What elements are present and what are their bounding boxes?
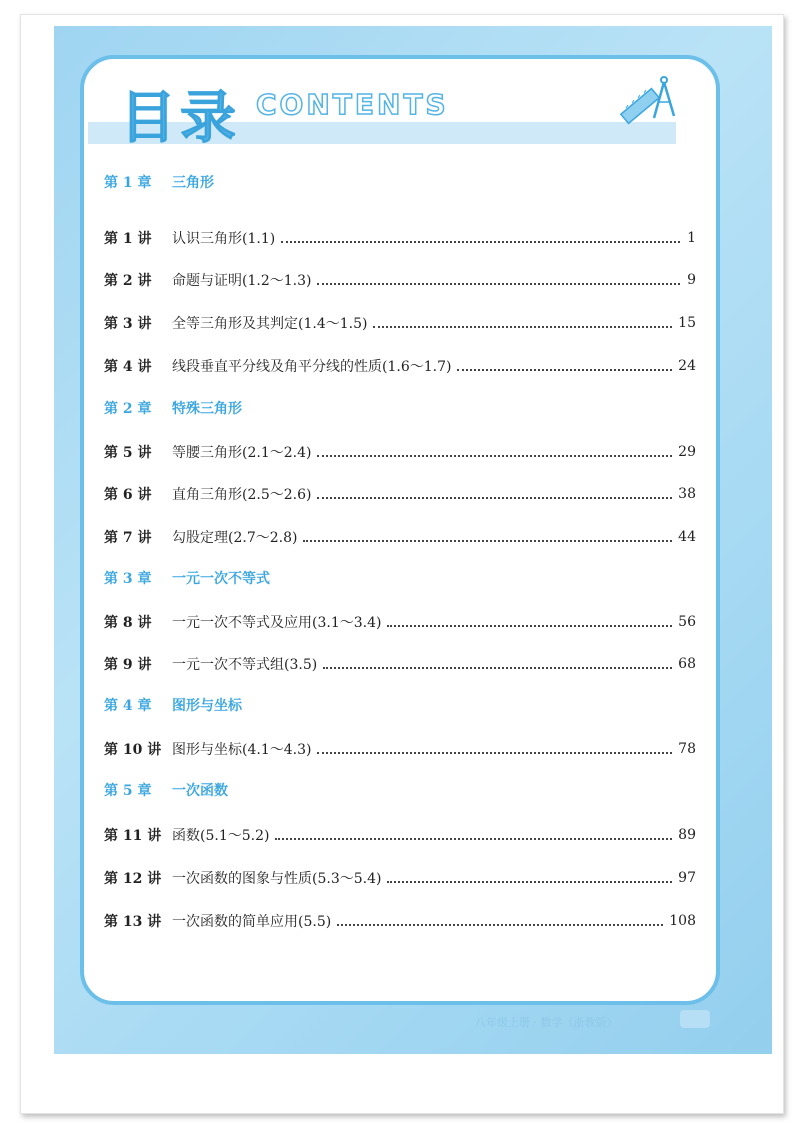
page-number: 89 <box>678 827 696 843</box>
dot-leader <box>275 837 672 840</box>
page-number: 38 <box>678 486 696 502</box>
lesson-number: 第 2 讲 <box>104 273 152 289</box>
toc-entry[interactable] <box>104 482 696 506</box>
lesson-number: 第 3 讲 <box>104 316 152 332</box>
page-number: 44 <box>678 529 696 545</box>
dot-leader <box>373 325 672 328</box>
lesson-title: 线段垂直平分线及角平分线的性质(1.6～1.7) <box>172 359 452 375</box>
chapter-heading[interactable] <box>104 693 696 717</box>
lesson-number: 第 1 讲 <box>104 231 152 247</box>
chapter-heading[interactable] <box>104 170 696 194</box>
lesson-title: 函数(5.1～5.2) <box>172 828 270 844</box>
chapter-title: 三角形 <box>172 175 214 191</box>
lesson-title: 认识三角形(1.1) <box>172 231 276 247</box>
lesson-number: 第 11 讲 <box>104 828 162 844</box>
page-number: 24 <box>678 358 696 374</box>
footer-page-tab <box>680 1010 710 1028</box>
page-number: 9 <box>687 272 696 288</box>
page-title-en: CONTENTS <box>256 88 449 121</box>
lesson-title: 图形与坐标(4.1～4.3) <box>172 742 312 758</box>
lesson-number: 第 8 讲 <box>104 615 152 631</box>
chapter-number: 第 5 章 <box>104 783 152 799</box>
chapter-title: 一元一次不等式 <box>172 571 270 587</box>
page-number: 108 <box>669 913 696 929</box>
chapter-number: 第 4 章 <box>104 698 152 714</box>
ruler-compass-icon <box>618 70 678 126</box>
chapter-heading[interactable] <box>104 566 696 590</box>
toc-entry[interactable] <box>104 525 696 549</box>
dot-leader <box>337 923 663 926</box>
page-number: 78 <box>678 741 696 757</box>
page-number: 15 <box>678 315 696 331</box>
page-number: 68 <box>678 656 696 672</box>
lesson-title: 一次函数的图象与性质(5.3～5.4) <box>172 871 382 887</box>
lesson-title: 命题与证明(1.2～1.3) <box>172 273 312 289</box>
lesson-number: 第 12 讲 <box>104 871 162 887</box>
chapter-number: 第 3 章 <box>104 571 152 587</box>
dot-leader <box>317 496 672 499</box>
chapter-number: 第 2 章 <box>104 401 152 417</box>
dot-leader <box>317 454 672 457</box>
lesson-number: 第 10 讲 <box>104 742 162 758</box>
dot-leader <box>323 666 672 669</box>
page-number: 97 <box>678 870 696 886</box>
lesson-number: 第 13 讲 <box>104 914 162 930</box>
lesson-number: 第 4 讲 <box>104 359 152 375</box>
toc-entry[interactable] <box>104 737 696 761</box>
page-number: 29 <box>678 444 696 460</box>
page-number: 56 <box>678 614 696 630</box>
lesson-title: 等腰三角形(2.1～2.4) <box>172 445 312 461</box>
toc-entry[interactable] <box>104 268 696 292</box>
chapter-title: 一次函数 <box>172 783 228 799</box>
page-title: 目录 <box>120 86 240 151</box>
chapter-heading[interactable] <box>104 396 696 420</box>
dot-leader <box>457 368 672 371</box>
dot-leader <box>317 751 672 754</box>
dot-leader <box>317 282 680 285</box>
toc-entry[interactable] <box>104 866 696 890</box>
toc-entry[interactable] <box>104 652 696 676</box>
lesson-title: 直角三角形(2.5～2.6) <box>172 487 312 503</box>
lesson-title: 一次函数的简单应用(5.5) <box>172 914 332 930</box>
toc-entry[interactable] <box>104 440 696 464</box>
toc-entry[interactable] <box>104 226 696 250</box>
chapter-number: 第 1 章 <box>104 175 152 191</box>
lesson-number: 第 6 讲 <box>104 487 152 503</box>
lesson-title: 全等三角形及其判定(1.4～1.5) <box>172 316 368 332</box>
toc-entry[interactable] <box>104 610 696 634</box>
toc-entry[interactable] <box>104 823 696 847</box>
chapter-title: 图形与坐标 <box>172 698 242 714</box>
dot-leader <box>387 880 672 883</box>
lesson-title: 一元一次不等式及应用(3.1～3.4) <box>172 615 382 631</box>
lesson-title: 一元一次不等式组(3.5) <box>172 657 318 673</box>
lesson-title: 勾股定理(2.7～2.8) <box>172 530 298 546</box>
toc-entry[interactable] <box>104 354 696 378</box>
chapter-heading[interactable] <box>104 778 696 802</box>
lesson-number: 第 7 讲 <box>104 530 152 546</box>
dot-leader <box>387 624 672 627</box>
chapter-title: 特殊三角形 <box>172 401 242 417</box>
footer-book-title: 八年级上册 · 数学（浙教版） <box>475 1016 618 1029</box>
toc-entry[interactable] <box>104 909 696 933</box>
lesson-number: 第 9 讲 <box>104 657 152 673</box>
dot-leader <box>303 539 672 542</box>
toc-entry[interactable] <box>104 311 696 335</box>
dot-leader <box>281 240 680 243</box>
page-number: 1 <box>687 230 696 246</box>
lesson-number: 第 5 讲 <box>104 445 152 461</box>
